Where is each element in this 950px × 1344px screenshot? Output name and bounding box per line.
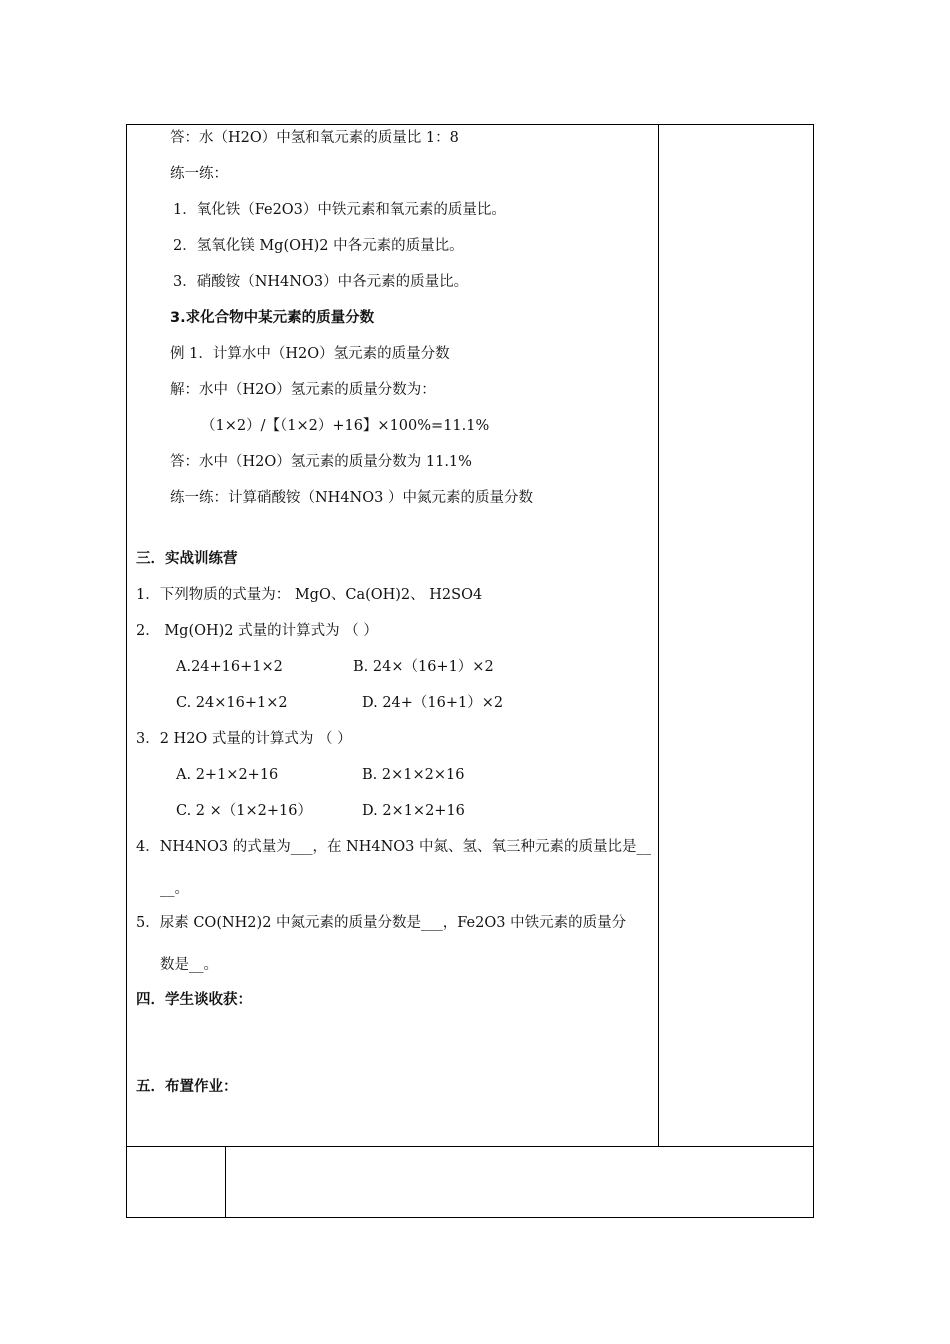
section-3-heading: 3.求化合物中某元素的质量分数: [170, 310, 375, 326]
practice-item-3: 3．硝酸铵（NH4NO3）中各元素的质量比。: [173, 274, 469, 290]
question-2-option-a: A.24+16+1×2: [176, 659, 283, 675]
section-three-title: 三．实战训练营: [136, 551, 238, 567]
question-5-line-2: 数是__。: [160, 957, 218, 973]
section-four-title: 四．学生谈收获：: [136, 992, 252, 1008]
question-2-option-d: D. 24+（16+1）×2: [362, 695, 504, 711]
question-2-option-c: C. 24×16+1×2: [176, 695, 288, 711]
question-3-option-a: A. 2+1×2+16: [176, 767, 279, 783]
question-1: 1．下列物质的式量为： MgO、Ca(OH)2、 H2SO4: [136, 587, 483, 603]
table-column-divider: [658, 124, 659, 1146]
calculation-formula: （1×2）/【（1×2）+16】×100%=11.1%: [201, 418, 490, 434]
question-3-option-b: B. 2×1×2×16: [362, 767, 465, 783]
question-2: 2． Mg(OH)2 式量的计算式为 （ ）: [136, 623, 378, 639]
example-1: 例 1．计算水中（H2O）氢元素的质量分数: [170, 346, 450, 362]
practice-ammonium-nitrate: 练一练：计算硝酸铵（NH4NO3 ）中氮元素的质量分数: [170, 490, 533, 506]
answer-water-ratio: 答：水（H2O）中氢和氧元素的质量比 1：8: [170, 130, 459, 146]
question-3: 3．2 H2O 式量的计算式为 （ ）: [136, 731, 352, 747]
question-3-option-c: C. 2 ×（1×2+16）: [176, 803, 312, 819]
table-row-divider: [126, 1146, 814, 1147]
question-3-option-d: D. 2×1×2+16: [362, 803, 465, 819]
section-five-title: 五．布置作业：: [136, 1079, 238, 1095]
solution-label: 解：水中（H2O）氢元素的质量分数为：: [170, 382, 436, 398]
practice-header: 练一练：: [170, 166, 228, 182]
footer-cell-divider: [225, 1146, 226, 1218]
practice-item-2: 2．氢氧化镁 Mg(OH)2 中各元素的质量比。: [173, 238, 464, 254]
question-2-option-b: B. 24×（16+1）×2: [353, 659, 494, 675]
practice-item-1: 1．氧化铁（Fe2O3）中铁元素和氧元素的质量比。: [173, 202, 506, 218]
question-4-line-2: __。: [160, 881, 189, 897]
answer-fraction: 答：水中（H2O）氢元素的质量分数为 11.1%: [170, 454, 472, 470]
question-4-line-1: 4．NH4NO3 的式量为___，在 NH4NO3 中氮、氢、氧三种元素的质量比是__: [136, 839, 652, 855]
question-5-line-1: 5．尿素 CO(NH2)2 中氮元素的质量分数是___，Fe2O3 中铁元素的质量分: [136, 915, 627, 931]
